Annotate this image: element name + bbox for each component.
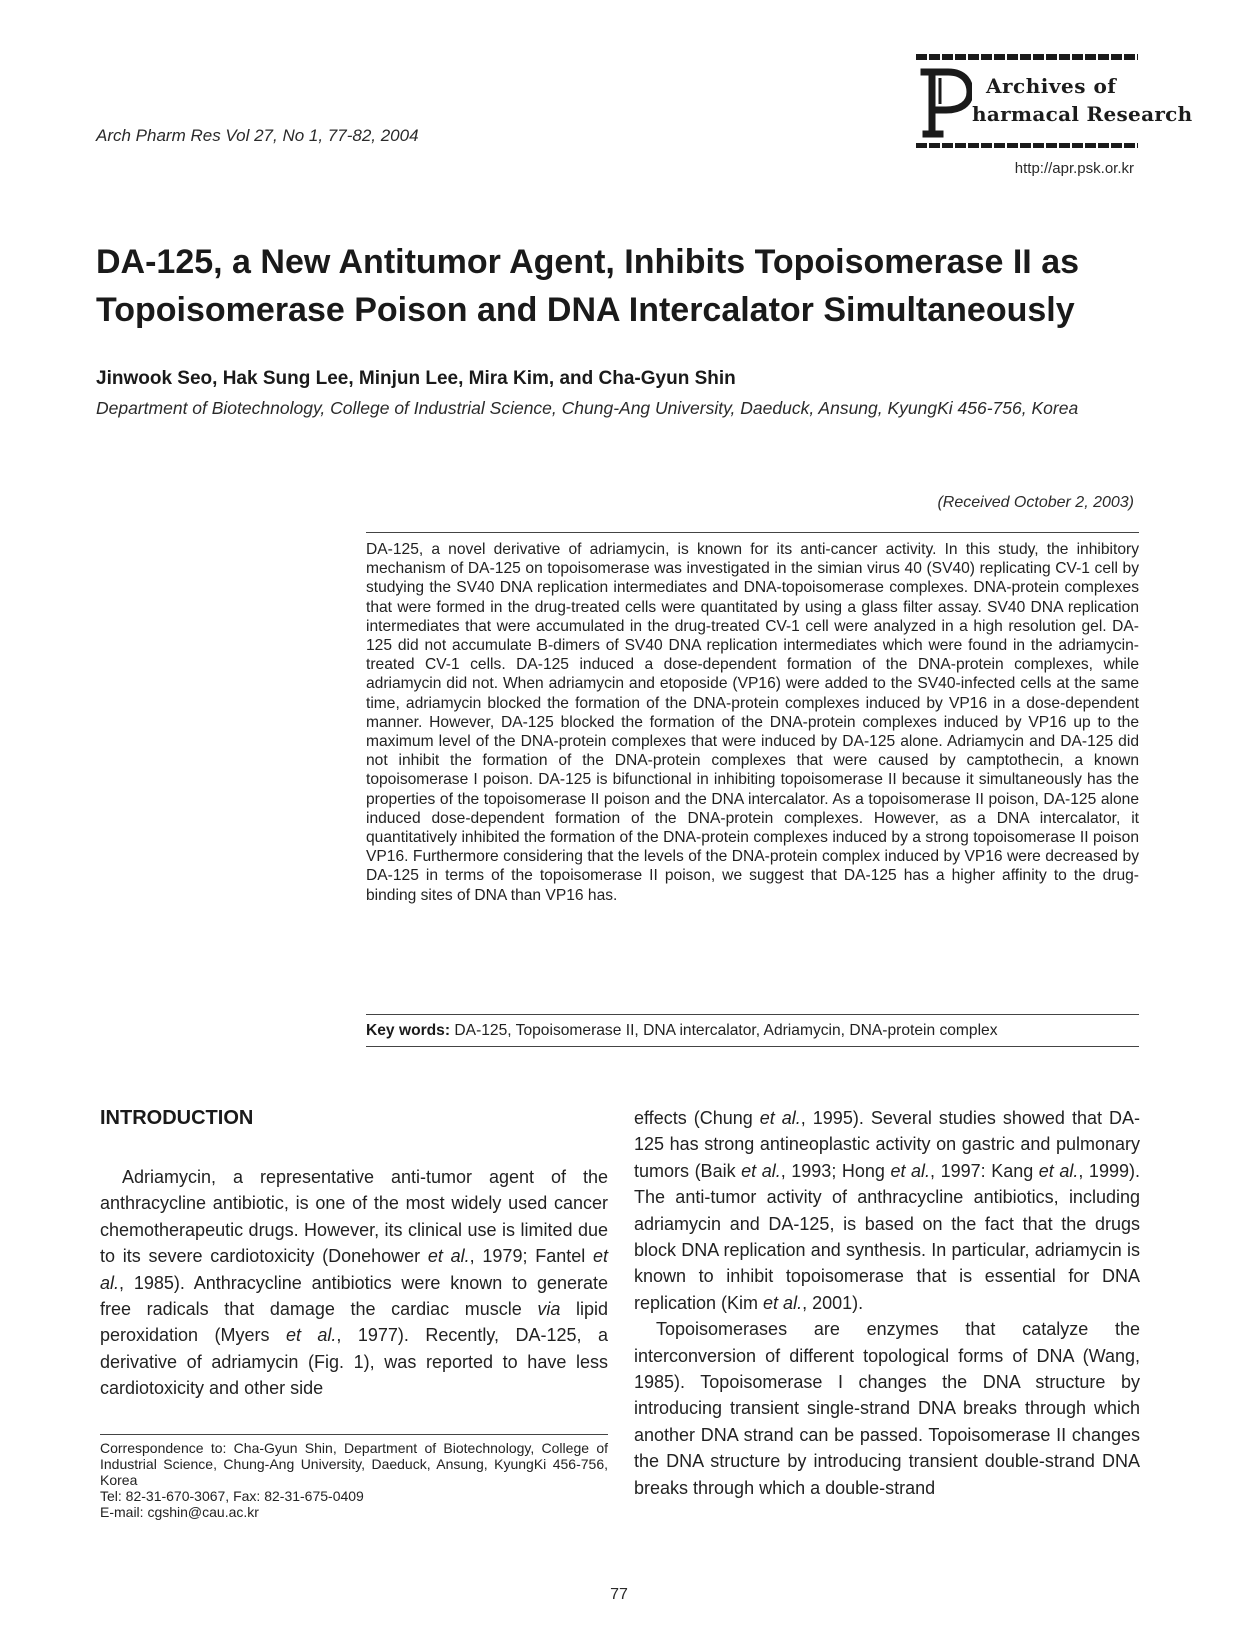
- intro-column-left: [100, 1164, 608, 1402]
- p-monogram-icon: [918, 64, 972, 142]
- section-heading-introduction: INTRODUCTION: [100, 1107, 254, 1129]
- author-affiliation: Department of Biotechnology, College of Industrial Science, Chung-Ang University, Daeduck, Ansung, KyungKi 456-756, Korea: [96, 398, 1079, 418]
- abstract-text: DA-125, a novel derivative of adriamycin, is known for its anti-cancer activity. In this study, the inhibitory mechanism of DA-125 on topoisomerase was investigated in the simian virus 40 (SV40) replicating CV-1 cell by studying the SV40 DNA replication intermediates and DNA-topoisomerase complexes. DNA-protein complexes that were formed in the drug-treated cells were quantitated by using a glass filter assay. SV40 DNA replication intermediates that were accumulated in the drug-treated CV-1 cell were analyzed in a high resolution gel. DA-125 did not accumulate B-dimers of SV40 DNA replication intermediates which were found in the adriamycin-treated CV-1 cells. DA-125 induced a dose-dependent formation of the DNA-protein complexes, while adriamycin did not. When adriamycin and etoposide (VP16) were added to the SV40-infected cells at the same time, adriamycin blocked the formation of the DNA-protein complexes induced by VP16 in a dose-dependent manner. However, DA-125 blocked the formation of the DNA-protein complexes induced by VP16 up to the maximum level of the DNA-protein complexes that were induced by DA-125 alone. Adriamycin and DA-125 did not inhibit the formation of the DNA-protein complexes that were caused by camptothecin, a known topoisomerase I poison. DA-125 is bifunctional in inhibiting topoisomerase II because it simultaneously has the properties of the topoisomerase II poison and the DNA intercalator. As a topoisomerase II poison, DA-125 alone induced dose-dependent formation of the DNA-protein complexes. However, as a DNA intercalator, it quantitatively inhibited the formation of the DNA-protein complexes induced by a strong topoisomerase II poison VP16. Furthermore considering that the levels of the DNA-protein complex induced by VP16 were decreased by DA-125 in terms of the topoisomerase II poison, we suggest that DA-125 has a higher affinity to the drug-binding sites of DNA than VP16 has.: [366, 541, 1139, 904]
- journal-logo: [916, 54, 1193, 154]
- footnote-rule: [100, 1434, 608, 1435]
- correspondence-footnote: [100, 1440, 608, 1520]
- article-authors: Jinwook Seo, Hak Sung Lee, Minjun Lee, Mira Kim, and Cha-Gyun Shin: [96, 368, 736, 389]
- keywords-bottom-rule: [366, 1046, 1139, 1047]
- journal-citation: Arch Pharm Res Vol 27, No 1, 77-82, 2004: [96, 126, 419, 145]
- intro-paragraph-3: Topoisomerases are enzymes that catalyze the interconversion of different topological forms of DNA (Wang, 1985). Topoisomerase I changes the DNA structure by introducing transient single-strand DNA breaks through which another DNA strand can be passed. Topoisomerase II changes the DNA structure by introducing transient double-strand DNA breaks through which a double-strand: [634, 1319, 1140, 1498]
- journal-url[interactable]: http://apr.psk.or.kr: [1014, 160, 1134, 177]
- keywords-list: DA-125, Topoisomerase II, DNA intercalator, Adriamycin, DNA-protein complex: [454, 1022, 998, 1039]
- footnote-phone-fax: Tel: 82-31-670-3067, Fax: 82-31-675-0409: [100, 1488, 364, 1504]
- keywords-label: Key words:: [366, 1022, 451, 1039]
- page-number: 77: [610, 1586, 628, 1603]
- logo-text-archives: Archives of: [986, 74, 1117, 98]
- abstract-top-rule: [366, 532, 1139, 533]
- intro-paragraph-2: effects (Chung et al., 1995). Several studies showed that DA-125 has strong antineoplastic activity on gastric and pulmonary tumors (Baik et al., 1993; Hong et al., 1997: Kang et al., 1999). The anti-tumor activity of anthracycline antibiotics, including adriamycin and DA-125, is based on the fact that the drugs block DNA replication and synthesis. In particular, adriamycin is known to inhibit topoisomerase that is essential for DNA replication (Kim et al., 2001).: [634, 1108, 1140, 1313]
- logo-text-research: harmacal Research: [972, 102, 1193, 126]
- keywords-line: [366, 1022, 1139, 1040]
- footnote-email[interactable]: E-mail: cgshin@cau.ac.kr: [100, 1504, 259, 1520]
- logo-bottom-rule: [916, 143, 1138, 148]
- logo-top-rule: [916, 54, 1138, 60]
- intro-paragraph-1: Adriamycin, a representative anti-tumor agent of the anthracycline antibiotic, is one of the most widely used cancer chemotherapeutic drugs. However, its clinical use is limited due to its severe cardiotoxicity (Donehower et al., 1979; Fantel et al., 1985). Anthracycline antibiotics were known to generate free radicals that damage the cardiac muscle via lipid peroxidation (Myers et al., 1977). Recently, DA-125, a derivative of adriamycin (Fig. 1), was reported to have less cardiotoxicity and other side: [100, 1167, 608, 1399]
- received-date: (Received October 2, 2003): [937, 494, 1134, 511]
- footnote-correspondence: Correspondence to: Cha-Gyun Shin, Department of Biotechnology, College of Industrial Science, Chung-Ang University, Daeduck, Ansung, KyungKi 456-756, Korea: [100, 1440, 608, 1488]
- article-title: DA-125, a New Antitumor Agent, Inhibits Topoisomerase II as Topoisomerase Poison and DNA Intercalator Simultaneously: [96, 243, 1080, 329]
- abstract-bottom-rule: [366, 1014, 1139, 1015]
- intro-column-right: [634, 1105, 1140, 1501]
